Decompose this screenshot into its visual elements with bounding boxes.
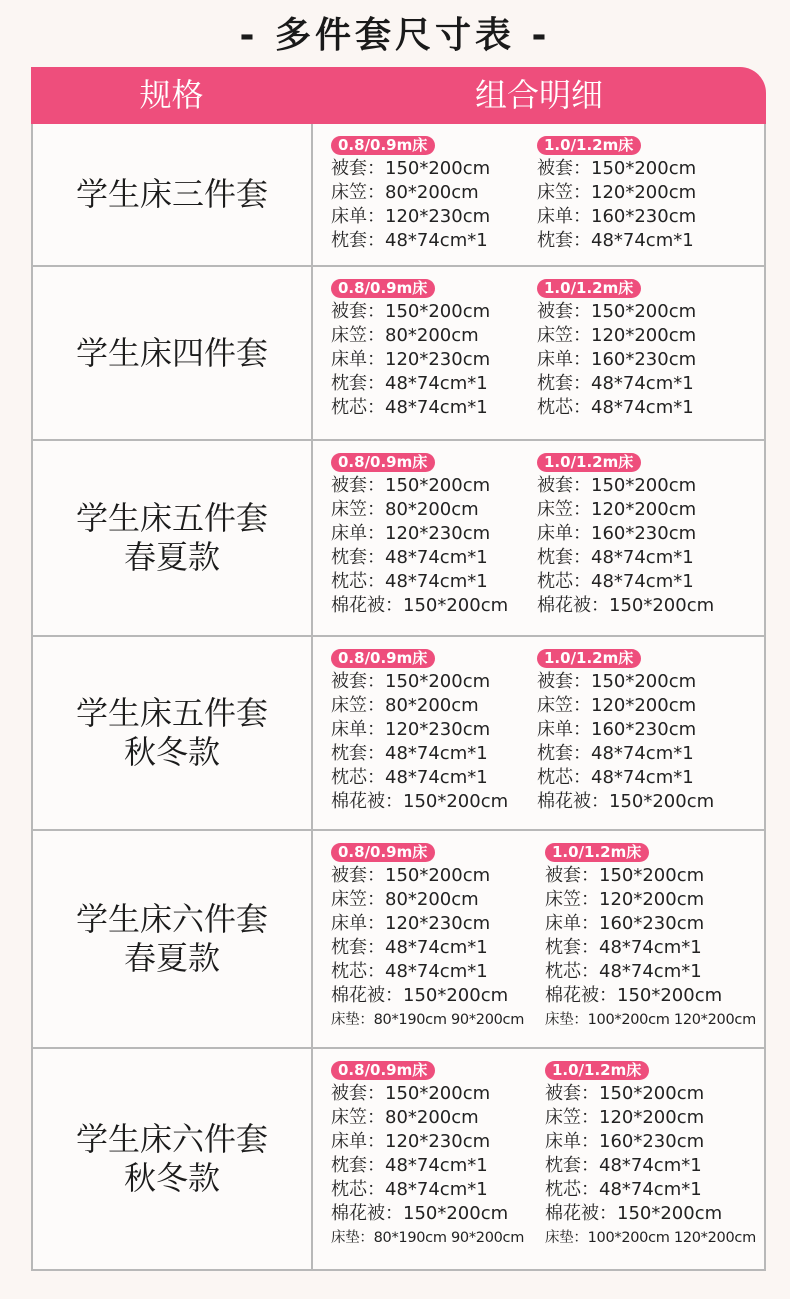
detail-item: 床单：120*230cm [331,523,491,544]
detail-item: 棉花被：150*200cm [331,791,509,812]
detail-column-left [331,278,490,420]
detail-item: 枕套：48*74cm*1 [545,1155,702,1176]
detail-item: 床垫：100*200cm 120*200cm [545,1012,756,1028]
size-tag-small: 0.8/0.9m床 [331,649,435,668]
detail-item: 床笠：120*200cm [537,499,697,520]
detail-item: 枕套：48*74cm*1 [331,230,488,251]
detail-item: 被套：150*200cm [545,865,705,886]
detail-item: 床笠：120*200cm [545,889,705,910]
detail-item: 床笠：120*200cm [537,182,697,203]
detail-item: 床笠：80*200cm [331,889,479,910]
detail-item: 枕芯：48*74cm*1 [537,397,694,418]
set-detail [315,1049,764,1269]
detail-column-left [331,648,508,814]
detail-item: 枕芯：48*74cm*1 [331,571,488,592]
detail-item: 枕芯：48*74cm*1 [331,1179,488,1200]
detail-column-left [331,1060,524,1250]
detail-item: 枕套：48*74cm*1 [537,230,694,251]
detail-item: 床单：160*230cm [545,913,705,934]
detail-item: 枕套：48*74cm*1 [537,373,694,394]
detail-item: 枕套：48*74cm*1 [331,547,488,568]
detail-item: 被套：150*200cm [537,158,697,179]
size-tag-small: 0.8/0.9m床 [331,453,435,472]
detail-item: 床笠：120*200cm [545,1107,705,1128]
detail-column-right [545,842,756,1032]
size-tag-small: 0.8/0.9m床 [331,279,435,298]
detail-item: 枕芯：48*74cm*1 [331,961,488,982]
size-tag-small: 0.8/0.9m床 [331,136,435,155]
set-name-line: 春夏款 [123,538,220,576]
table-row [33,124,764,265]
detail-column-right [537,135,696,253]
detail-item: 被套：150*200cm [331,865,491,886]
set-name-line: 秋冬款 [123,733,220,771]
detail-item: 被套：150*200cm [331,301,491,322]
set-detail [315,267,764,439]
set-name [33,831,313,1047]
size-tag-large: 1.0/1.2m床 [545,843,649,862]
detail-item: 床垫：80*190cm 90*200cm [331,1012,525,1028]
set-detail [315,637,764,829]
detail-item: 被套：150*200cm [537,475,697,496]
size-tag-large: 1.0/1.2m床 [537,136,641,155]
detail-item: 床单：160*230cm [537,206,697,227]
detail-column-left [331,842,524,1032]
detail-item: 床笠：80*200cm [331,499,479,520]
detail-item: 棉花被：150*200cm [537,791,715,812]
table-header [31,67,766,124]
detail-item: 被套：150*200cm [537,671,697,692]
detail-column-right [537,278,696,420]
set-name-line: 春夏款 [123,939,220,977]
detail-item: 床笠：80*200cm [331,182,479,203]
detail-item: 棉花被：150*200cm [545,985,723,1006]
size-tag-large: 1.0/1.2m床 [545,1061,649,1080]
size-tag-large: 1.0/1.2m床 [537,453,641,472]
detail-item: 被套：150*200cm [331,1083,491,1104]
page-title: - 多件套尺寸表 - [239,15,551,56]
detail-item: 枕套：48*74cm*1 [331,373,488,394]
set-name [33,124,313,265]
detail-column-left [331,452,508,618]
set-name [33,267,313,439]
detail-item: 床笠：80*200cm [331,695,479,716]
set-name-line: 学生床三件套 [75,175,268,213]
header-spec: 规格 [139,76,204,114]
detail-item: 枕芯：48*74cm*1 [331,397,488,418]
detail-item: 枕套：48*74cm*1 [331,743,488,764]
table-body [31,124,766,1271]
detail-item: 床笠：120*200cm [537,695,697,716]
detail-column-left [331,135,490,253]
detail-column-right [545,1060,756,1250]
detail-item: 棉花被：150*200cm [545,1203,723,1224]
table-row [33,1047,764,1269]
detail-item: 床单：120*230cm [331,913,491,934]
table-row [33,635,764,829]
table-row [33,265,764,439]
detail-item: 枕芯：48*74cm*1 [545,1179,702,1200]
detail-item: 棉花被：150*200cm [331,1203,509,1224]
detail-item: 枕套：48*74cm*1 [537,547,694,568]
set-detail [315,124,764,265]
set-name-line: 学生床六件套 [75,900,268,938]
detail-item: 床单：120*230cm [331,719,491,740]
detail-item: 枕套：48*74cm*1 [537,743,694,764]
detail-item: 被套：150*200cm [331,671,491,692]
detail-item: 床笠：80*200cm [331,325,479,346]
detail-item: 棉花被：150*200cm [537,595,715,616]
detail-item: 床单：160*230cm [537,523,697,544]
detail-item: 枕套：48*74cm*1 [331,1155,488,1176]
detail-item: 棉花被：150*200cm [331,985,509,1006]
detail-item: 枕芯：48*74cm*1 [331,767,488,788]
detail-item: 被套：150*200cm [537,301,697,322]
detail-item: 床笠：120*200cm [537,325,697,346]
detail-column-right [537,648,714,814]
detail-item: 枕套：48*74cm*1 [331,937,488,958]
detail-item: 被套：150*200cm [331,158,491,179]
set-name [33,441,313,635]
set-name-line: 学生床六件套 [75,1120,268,1158]
detail-item: 被套：150*200cm [331,475,491,496]
detail-item: 棉花被：150*200cm [331,595,509,616]
detail-item: 被套：150*200cm [545,1083,705,1104]
size-table [31,67,766,1271]
set-name [33,1049,313,1269]
detail-item: 床垫：80*190cm 90*200cm [331,1230,525,1246]
size-tag-small: 0.8/0.9m床 [331,1061,435,1080]
set-detail [315,831,764,1047]
set-name-line: 学生床四件套 [75,333,268,372]
detail-item: 床单：120*230cm [331,349,491,370]
detail-item: 枕芯：48*74cm*1 [537,767,694,788]
detail-item: 枕芯：48*74cm*1 [545,961,702,982]
size-tag-small: 0.8/0.9m床 [331,843,435,862]
detail-item: 枕套：48*74cm*1 [545,937,702,958]
detail-item: 床笠：80*200cm [331,1107,479,1128]
table-row [33,439,764,635]
set-name [33,637,313,829]
set-name-line: 学生床五件套 [75,499,268,537]
detail-item: 床垫：100*200cm 120*200cm [545,1230,756,1246]
detail-column-right [537,452,714,618]
size-tag-large: 1.0/1.2m床 [537,279,641,298]
detail-item: 枕芯：48*74cm*1 [537,571,694,592]
detail-item: 床单：120*230cm [331,206,491,227]
set-name-line: 学生床五件套 [75,694,268,732]
set-name-line: 秋冬款 [123,1159,220,1197]
detail-item: 床单：160*230cm [537,349,697,370]
set-detail [315,441,764,635]
detail-item: 床单：160*230cm [545,1131,705,1152]
header-detail: 组合明细 [474,76,603,114]
table-row [33,829,764,1047]
size-tag-large: 1.0/1.2m床 [537,649,641,668]
detail-item: 床单：120*230cm [331,1131,491,1152]
detail-item: 床单：160*230cm [537,719,697,740]
